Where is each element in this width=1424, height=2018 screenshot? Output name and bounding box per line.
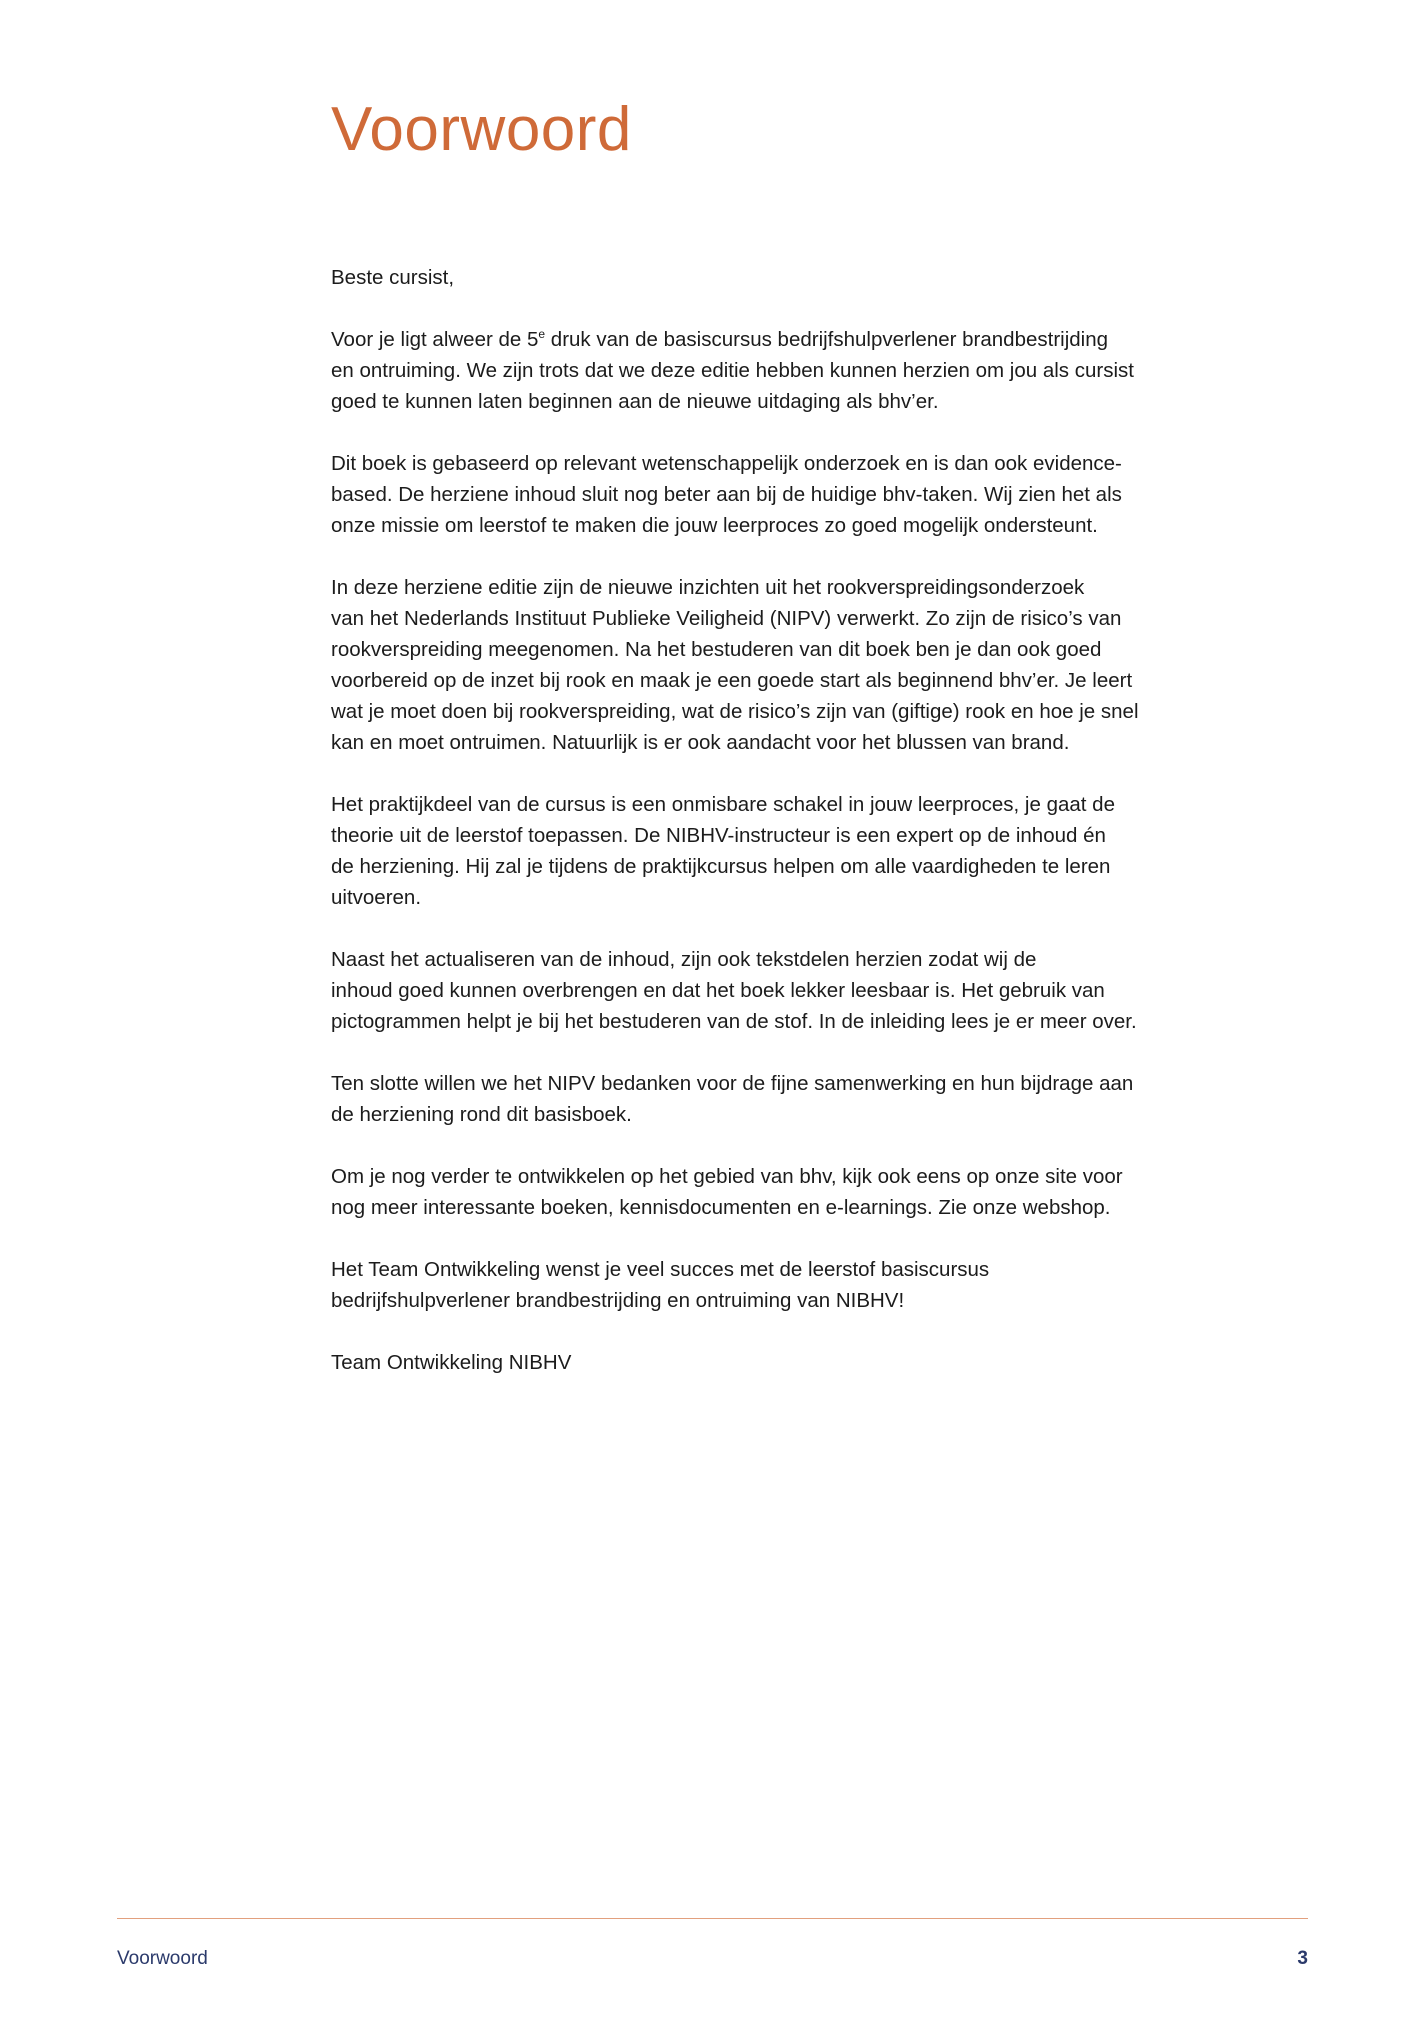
- paragraph-webshop: [331, 1161, 1331, 1223]
- signature: Team Ontwikkeling NIBHV: [331, 1351, 572, 1374]
- paragraph-thanks: [331, 1068, 1331, 1130]
- paragraph-practical-part: [331, 789, 1331, 913]
- text-fragment: druk van de basiscursus bedrijfshulpverlener brandbestrijding: [545, 328, 1109, 351]
- text-line: kan en moet ontruimen. Natuurlijk is er ook aandacht voor het blussen van brand.: [331, 731, 1070, 754]
- text-line: based. De herziene inhoud sluit nog beter aan bij de huidige bhv-taken. Wij zien het als: [331, 483, 1122, 506]
- text-line: Het praktijkdeel van de cursus is een onmisbare schakel in jouw leerproces, je gaat de: [331, 793, 1115, 816]
- salutation: Beste cursist,: [331, 266, 455, 289]
- paragraph-evidence-based: [331, 448, 1331, 541]
- footer-section-label: Voorwoord: [117, 1948, 208, 1969]
- text-line: Om je nog verder te ontwikkelen op het gebied van bhv, kijk ook eens op onze site voor: [331, 1165, 1123, 1188]
- text-line: rookverspreiding meegenomen. Na het bestuderen van dit boek ben je dan ook goed: [331, 638, 1102, 661]
- text-line: [331, 324, 1331, 355]
- text-line: Dit boek is gebaseerd op relevant wetenschappelijk onderzoek en is dan ook evidence-: [331, 452, 1122, 475]
- page-title: Voorwoord: [331, 95, 632, 164]
- text-line: van het Nederlands Instituut Publieke Veiligheid (NIPV) verwerkt. Zo zijn de risico’s van: [331, 607, 1122, 630]
- paragraph-new-insights: [331, 572, 1331, 758]
- text-line: de herziening rond dit basisboek.: [331, 1103, 632, 1126]
- text-line: theorie uit de leerstof toepassen. De NIBHV-instructeur is een expert op de inhoud én: [331, 824, 1106, 847]
- superscript-e: e: [538, 327, 546, 342]
- text-fragment: Voor je ligt alweer de 5: [331, 328, 539, 351]
- footer-page-number: 3: [1297, 1948, 1308, 1969]
- text-line: inhoud goed kunnen overbrengen en dat het boek lekker leesbaar is. Het gebruik van: [331, 979, 1105, 1002]
- letter-body: [331, 262, 1331, 1409]
- text-line: voorbereid op de inzet bij rook en maak je een goede start als beginnend bhv’er. Je leert: [331, 669, 1133, 692]
- text-line: en ontruiming. We zijn trots dat we deze editie hebben kunnen herzien om jou als cursist: [331, 359, 1134, 382]
- text-line: de herziening. Hij zal je tijdens de praktijkcursus helpen om alle vaardigheden te leren: [331, 855, 1111, 878]
- paragraph-closing: [331, 1254, 1331, 1316]
- paragraph-revision: [331, 944, 1331, 1037]
- text-line: In deze herziene editie zijn de nieuwe inzichten uit het rookverspreidingsonderzoek: [331, 576, 1085, 599]
- text-line: bedrijfshulpverlener brandbestrijding en ontruiming van NIBHV!: [331, 1289, 905, 1312]
- paragraph-intro: [331, 324, 1331, 417]
- text-line: goed te kunnen laten beginnen aan de nieuwe uitdaging als bhv’er.: [331, 390, 939, 413]
- text-line: nog meer interessante boeken, kennisdocumenten en e-learnings. Zie onze webshop.: [331, 1196, 1111, 1219]
- text-line: Ten slotte willen we het NIPV bedanken voor de fijne samenwerking en hun bijdrage aan: [331, 1072, 1134, 1095]
- text-line: onze missie om leerstof te maken die jouw leerproces zo goed mogelijk ondersteunt.: [331, 514, 1098, 537]
- text-line: Het Team Ontwikkeling wenst je veel succes met de leerstof basiscursus: [331, 1258, 990, 1281]
- footer-divider: [117, 1918, 1308, 1919]
- text-line: wat je moet doen bij rookverspreiding, wat de risico’s zijn van (giftige) rook en hoe je snel: [331, 700, 1139, 723]
- text-line: Naast het actualiseren van de inhoud, zijn ook tekstdelen herzien zodat wij de: [331, 948, 1037, 971]
- text-line: uitvoeren.: [331, 886, 422, 909]
- text-line: pictogrammen helpt je bij het bestuderen van de stof. In de inleiding lees je er meer over.: [331, 1010, 1137, 1033]
